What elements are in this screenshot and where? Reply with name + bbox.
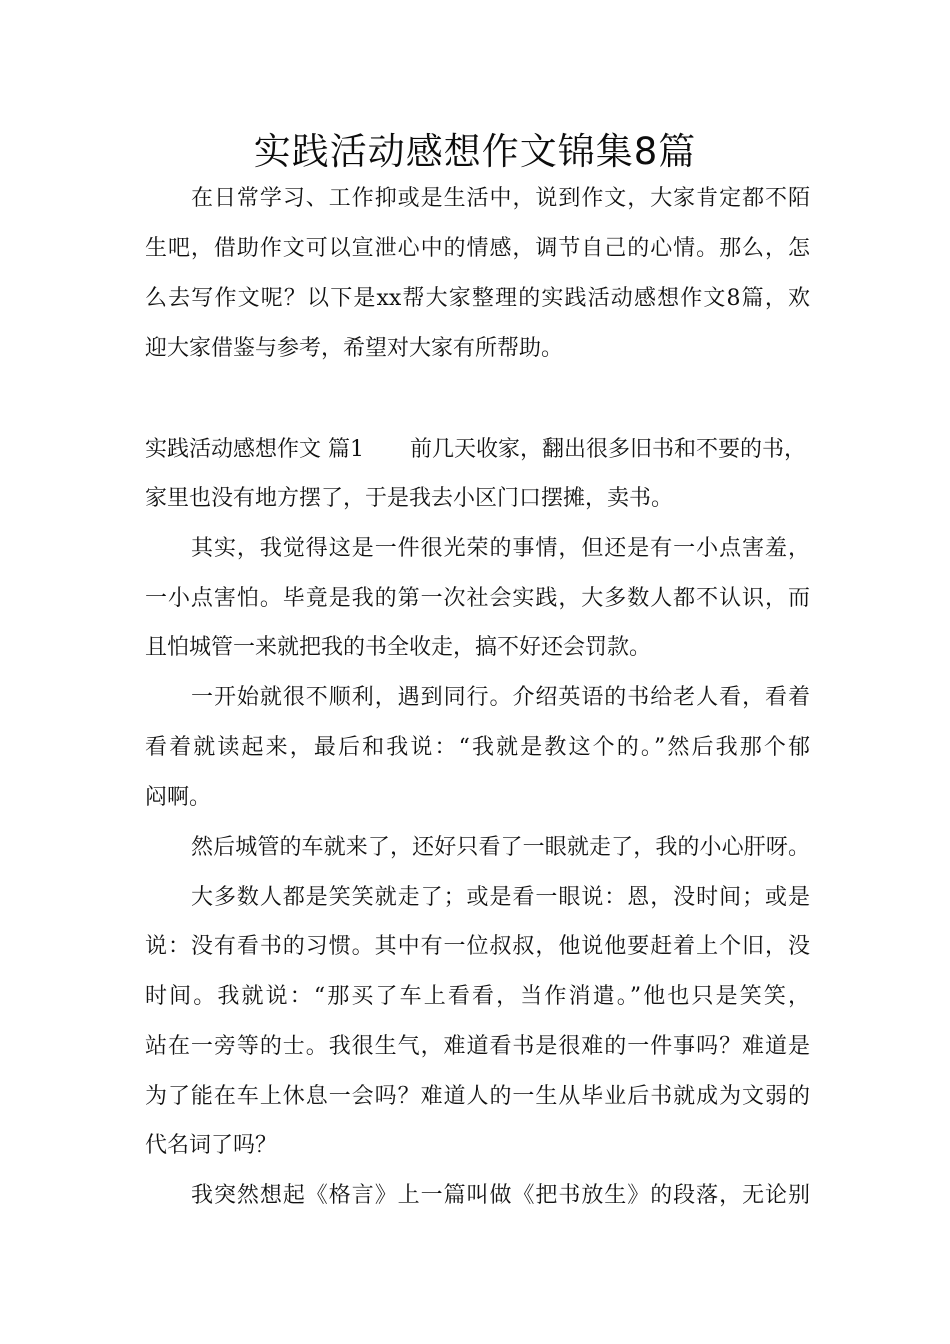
paragraph-line: 时间。我就说：“那买了车上看看，当作消遣。”他也只是笑笑，	[145, 984, 810, 1009]
paragraph-line: 然后城管的车就来了，还好只看了一眼就走了，我的小心肝呀。	[191, 835, 810, 860]
paragraph-line: 在日常学习、工作抑或是生活中，说到作文，大家肯定都不陌	[191, 186, 810, 211]
document-title: 实践活动感想作文锦集8篇	[253, 130, 697, 173]
paragraph-line: 闷啊。	[145, 785, 212, 810]
paragraph-line: 一开始就很不顺利，遇到同行。介绍英语的书给老人看，看着	[191, 685, 810, 710]
paragraph-line: 其实，我觉得这是一件很光荣的事情，但还是有一小点害羞，	[191, 536, 810, 561]
paragraph-line: 生吧，借助作文可以宣泄心中的情感，调节自己的心情。那么，怎	[145, 236, 810, 261]
paragraph-line: 一小点害怕。毕竟是我的第一次社会实践，大多数人都不认识，而	[145, 586, 810, 611]
paragraph-line: 站在一旁等的士。我很生气，难道看书是很难的一件事吗？难道是	[145, 1034, 810, 1059]
section-heading: 实践活动感想作文 篇1	[145, 437, 364, 462]
paragraph-text: 前几天收家，翻出很多旧书和不要的书，	[410, 437, 807, 462]
paragraph-line: 么去写作文呢？以下是xx帮大家整理的实践活动感想作文8篇，欢	[145, 286, 810, 311]
paragraph-line: 看着就读起来，最后和我说：“我就是教这个的。”然后我那个郁	[145, 735, 810, 760]
paragraph-line: 大多数人都是笑笑就走了；或是看一眼说：恩，没时间；或是	[191, 885, 810, 910]
paragraph-line: 代名词了吗？	[145, 1133, 278, 1158]
paragraph-line: 迎大家借鉴与参考，希望对大家有所帮助。	[145, 336, 564, 361]
section-heading-line	[145, 430, 825, 470]
paragraph-line: 说：没有看书的习惯。其中有一位叔叔，他说他要赶着上个旧，没	[145, 934, 810, 959]
paragraph-line: 家里也没有地方摆了，于是我去小区门口摆摊，卖书。	[145, 486, 674, 511]
paragraph-line: 我突然想起《格言》上一篇叫做《把书放生》的段落，无论别	[191, 1183, 810, 1208]
paragraph-line: 且怕城管一来就把我的书全收走，搞不好还会罚款。	[145, 635, 652, 660]
paragraph-line: 为了能在车上休息一会吗？难道人的一生从毕业后书就成为文弱的	[145, 1084, 810, 1109]
